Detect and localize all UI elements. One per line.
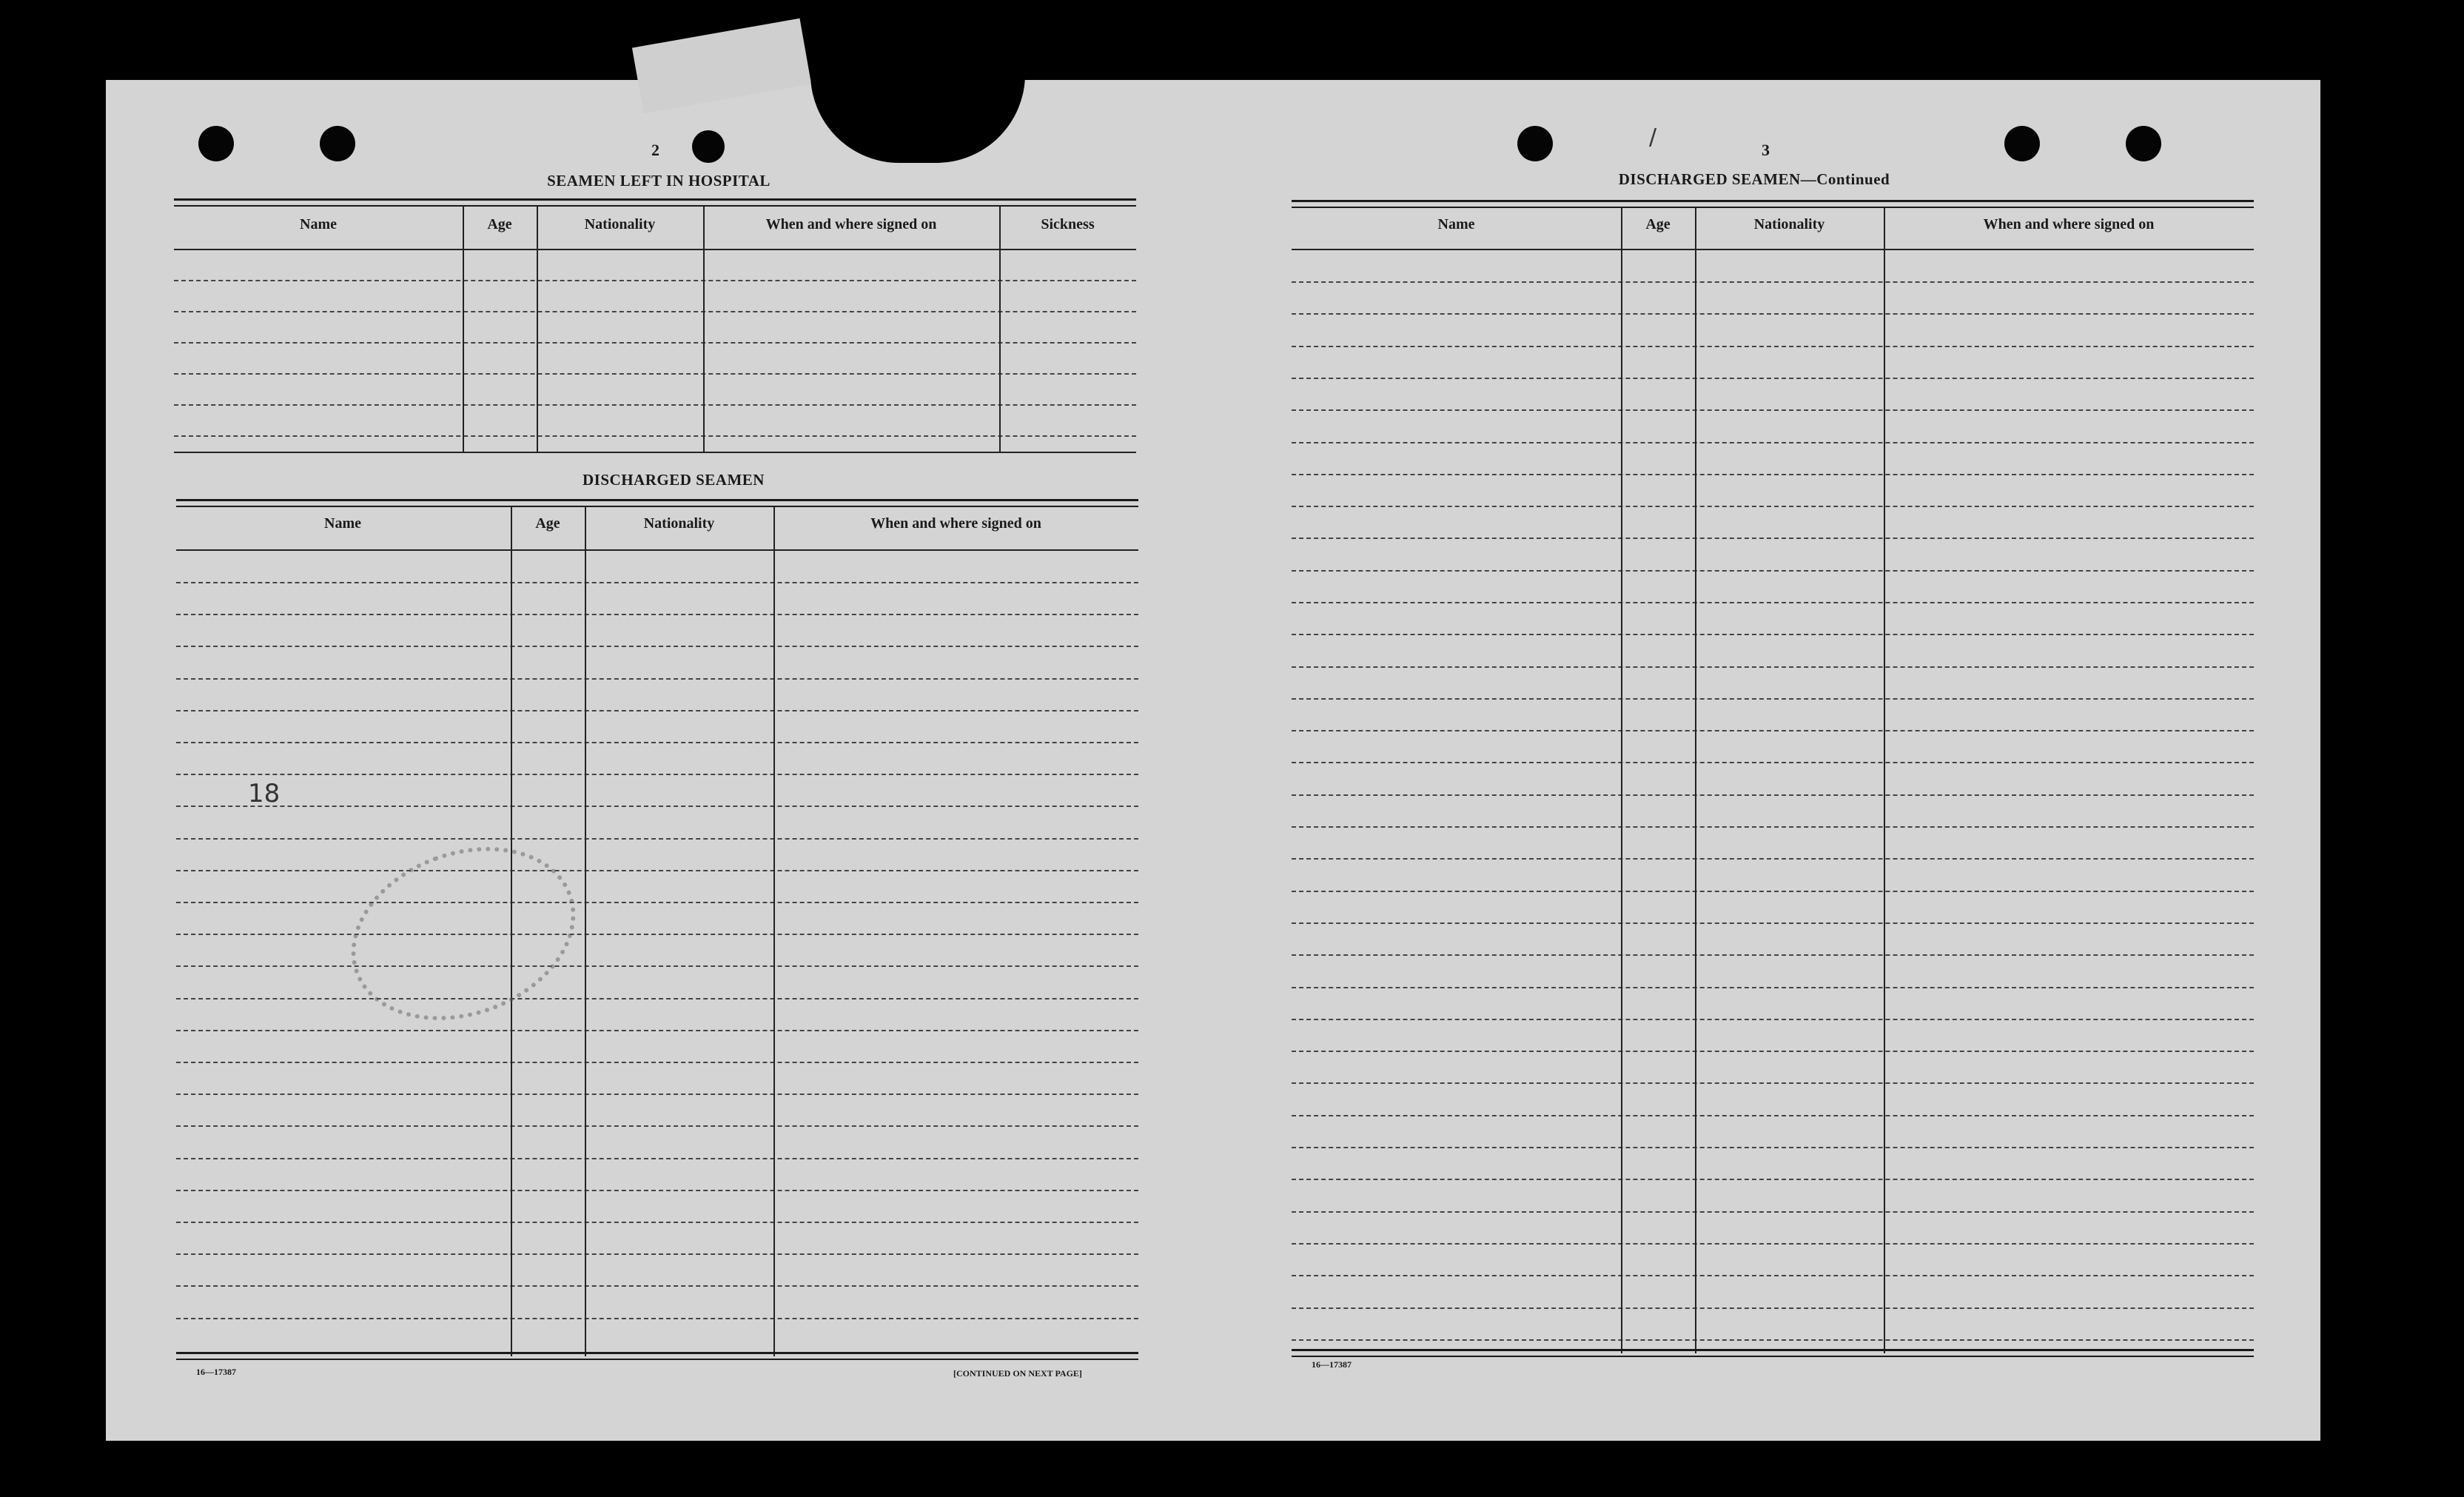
table-row: [176, 774, 1138, 775]
punch-hole: [2126, 126, 2161, 161]
table-row: [174, 280, 1136, 281]
table-row: [176, 1285, 1138, 1287]
column-header: Age: [535, 515, 560, 532]
table-row: [176, 870, 1138, 871]
table-row: [1292, 442, 2254, 443]
column-divider: [773, 506, 775, 1356]
column-header: Nationality: [584, 216, 656, 232]
table-row: [1292, 730, 2254, 731]
table-row: [1292, 987, 2254, 988]
table-row: [176, 934, 1138, 935]
table-row: [1292, 1275, 2254, 1276]
table-bottom-rule: [176, 1352, 1138, 1360]
table-row: [1292, 281, 2254, 283]
column-divider: [703, 206, 705, 452]
column-divider: [1884, 207, 1885, 1353]
table-top-rule: [176, 499, 1138, 507]
table-row: [174, 435, 1136, 437]
table-row: [176, 1125, 1138, 1127]
column-divider: [537, 206, 538, 452]
column-header: Age: [487, 216, 512, 232]
table-row: [1292, 698, 2254, 700]
column-header: Name: [1437, 216, 1475, 232]
table-row: [176, 806, 1138, 807]
column-header: Nationality: [1753, 216, 1825, 232]
column-header: When and where signed on: [765, 216, 937, 232]
table-row: [1292, 1179, 2254, 1180]
form-number: 16—17387: [196, 1367, 236, 1377]
table-row: [1292, 1019, 2254, 1020]
section-title-discharged-continued: DISCHARGED SEAMEN—Continued: [1618, 170, 1890, 188]
table-row: [176, 1030, 1138, 1031]
page-number: 2: [651, 141, 659, 159]
table-row: [1292, 1147, 2254, 1148]
punch-hole: [692, 130, 725, 163]
column-divider: [1621, 207, 1622, 1353]
table-row: [174, 404, 1136, 406]
table-row: [176, 1094, 1138, 1095]
table-row: [176, 998, 1138, 999]
table-row: [1292, 1307, 2254, 1309]
table-row: [176, 678, 1138, 680]
table-row: [1292, 378, 2254, 379]
table-row: [176, 1253, 1138, 1255]
punch-hole: [198, 126, 234, 161]
column-header: Name: [300, 216, 337, 232]
table-row: [176, 1222, 1138, 1223]
table-row: [176, 1190, 1138, 1191]
table-row: [176, 1062, 1138, 1063]
table-row: [176, 646, 1138, 647]
column-header: Name: [324, 515, 361, 532]
table-row: [1292, 666, 2254, 668]
table-row: [1292, 1243, 2254, 1245]
table-top-rule: [1292, 200, 2254, 208]
column-divider: [999, 206, 1001, 452]
table-row: [174, 311, 1136, 312]
header-rule: [1292, 249, 2254, 250]
punch-hole: [320, 126, 355, 161]
table-bottom-rule: [1292, 1349, 2254, 1357]
table-row: [1292, 537, 2254, 539]
section-title-hospital: SEAMEN LEFT IN HOSPITAL: [547, 172, 771, 190]
table-row: [1292, 1115, 2254, 1116]
table-row: [1292, 762, 2254, 763]
table-row: [176, 1318, 1138, 1319]
continued-note: [CONTINUED ON NEXT PAGE]: [953, 1368, 1082, 1379]
column-header: Sickness: [1041, 216, 1095, 232]
page-number: 3: [1762, 141, 1770, 159]
table-top-rule: [174, 198, 1136, 207]
column-divider: [463, 206, 464, 452]
handwritten-mark: /: [1649, 124, 1657, 150]
column-divider: [585, 506, 586, 1356]
column-header: When and where signed on: [1983, 216, 2155, 232]
column-header: When and where signed on: [870, 515, 1041, 532]
table-row: [1292, 570, 2254, 572]
table-row: [1292, 602, 2254, 603]
table-row: [176, 965, 1138, 967]
table-row: [1292, 794, 2254, 796]
table-row: [1292, 1082, 2254, 1084]
table-row: [176, 902, 1138, 903]
table-row: [1292, 346, 2254, 347]
table-row: [1292, 891, 2254, 892]
table-row: [1292, 826, 2254, 828]
punch-hole: [1517, 126, 1553, 161]
table-row: [1292, 954, 2254, 956]
header-rule: [174, 249, 1136, 250]
column-divider: [1695, 207, 1696, 1353]
table-row: [176, 742, 1138, 743]
table-row: [176, 710, 1138, 711]
table-bottom-rule: [174, 452, 1136, 453]
column-header: Nationality: [643, 515, 715, 532]
header-rule: [176, 549, 1138, 551]
table-row: [1292, 1339, 2254, 1341]
table-row: [1292, 1051, 2254, 1052]
table-row: [176, 838, 1138, 840]
form-number: 16—17387: [1312, 1359, 1352, 1370]
table-row: [1292, 506, 2254, 507]
table-row: [1292, 474, 2254, 475]
table-row: [1292, 1211, 2254, 1213]
table-row: [174, 342, 1136, 344]
table-row: [1292, 858, 2254, 860]
table-row: [176, 582, 1138, 583]
table-row: [176, 614, 1138, 615]
table-row: [176, 1158, 1138, 1159]
column-header: Age: [1645, 216, 1671, 232]
table-row: [1292, 922, 2254, 924]
punch-hole: [2004, 126, 2040, 161]
table-row: [1292, 634, 2254, 635]
handwritten-number: 18: [248, 779, 281, 808]
table-row: [1292, 409, 2254, 411]
left-page: [106, 80, 1231, 1441]
table-row: [174, 373, 1136, 375]
section-title-discharged: DISCHARGED SEAMEN: [583, 471, 765, 489]
table-row: [1292, 313, 2254, 315]
right-page: [1231, 80, 2320, 1441]
